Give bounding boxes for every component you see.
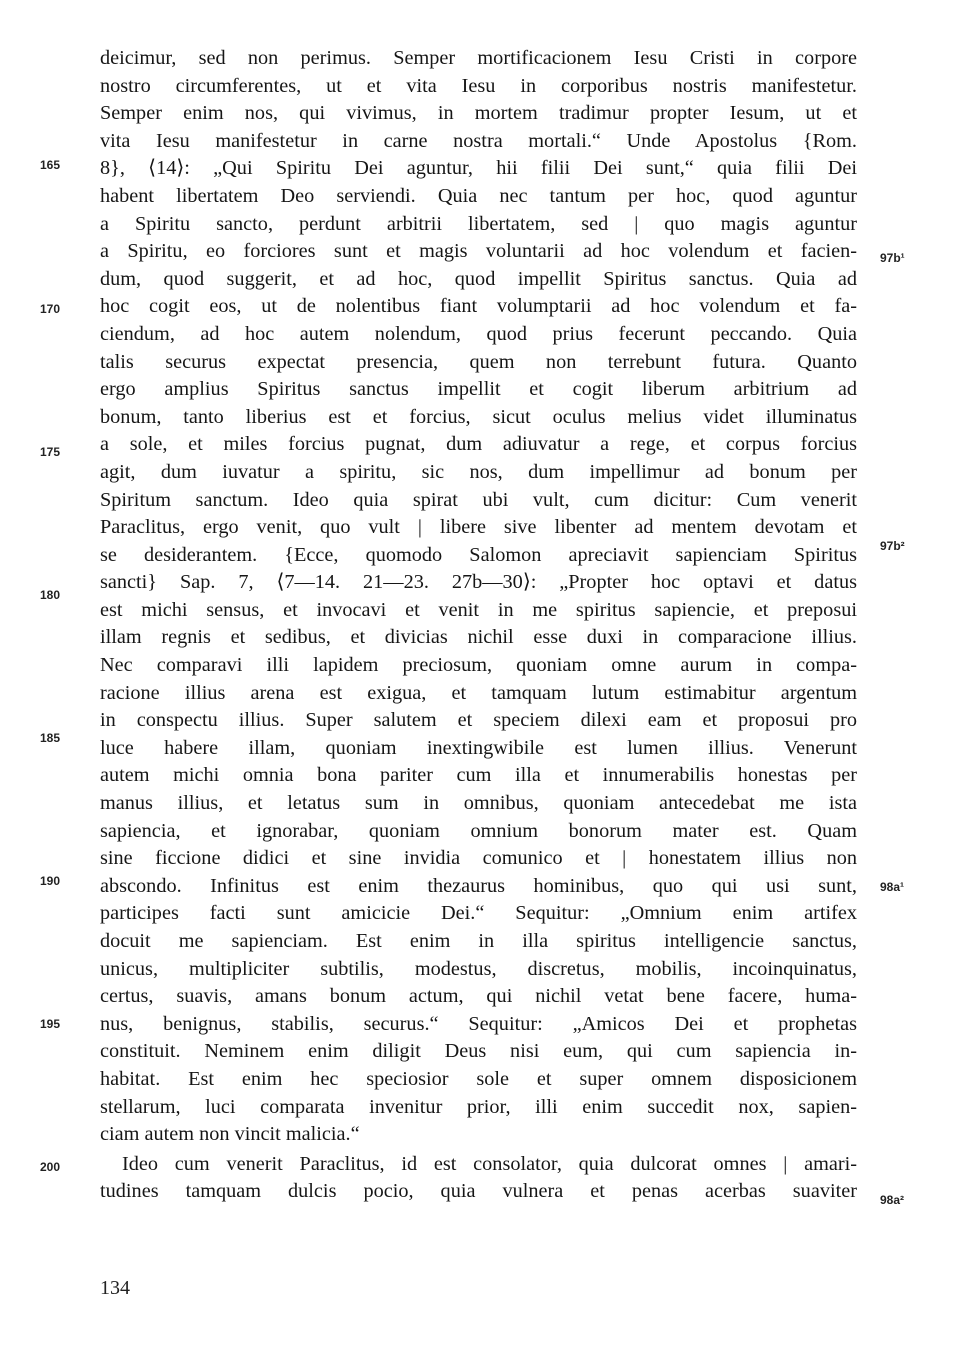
folio-marker: 98a²: [880, 1193, 905, 1207]
text-line: certus, suavis, amans bonum actum, qui nichil vetat bene facere, huma-: [100, 985, 857, 1008]
line-number: 165: [40, 158, 61, 172]
text-line: 8}, ⟨14⟩: „Qui Spiritu Dei aguntur, hii filii Dei sunt,“ quia filii Dei: [100, 157, 857, 180]
text-line: dum, quod suggerit, et ad hoc, quod impellit Spiritus sanctus. Quia ad: [100, 267, 857, 290]
text-line: sancti} Sap. 7, ⟨7—14. 21—23. 27b—30⟩: „Propter hoc optavi et datus: [100, 571, 857, 594]
folio-marker: 98a¹: [880, 880, 905, 894]
text-line: manus illius, et letatus sum in omnibus, quoniam antecedebat me ista: [100, 792, 857, 815]
text-line: Semper enim nos, qui vivimus, in mortem tradimur propter Iesum, ut et: [100, 102, 857, 125]
text-line: bonum, tanto liberius est et forcius, sicut oculus melius videt illuminatus: [100, 405, 857, 428]
text-line: autem michi omnia bona pariter cum illa et innumerabilis honestas per: [100, 764, 857, 787]
folio-marker: 97b²: [880, 539, 905, 553]
page-number: 134: [100, 1277, 130, 1299]
text-line: Nec comparavi illi lapidem preciosum, quoniam omne aurum in compa-: [100, 654, 857, 677]
text-line: docuit me sapienciam. Est enim in illa spiritus intelligencie sanctus,: [100, 930, 857, 952]
text-line: sapiencia, et ignorabar, quoniam omnium bonorum mater est. Quam: [100, 819, 857, 842]
text-line: illam regnis et sedibus, et divicias nichil esse duxi in comparacione illius.: [100, 626, 857, 649]
text-line: habitat. Est enim hec speciosior sole et super omnem disposicionem: [100, 1067, 857, 1090]
text-line: a Spiritu, eo forciores sunt et magis voluntarii ad hoc volendum et facien-: [100, 240, 857, 263]
text-line: vita Iesu manifestetur in carne nostra mortali.“ Unde Apostolus {Rom.: [100, 129, 857, 152]
text-line: a Spiritu sancto, perdunt arbitrii libertatem, sed | quo magis aguntur: [100, 212, 857, 235]
text-line: racione illius arena est exigua, et tamquam lutum estimabitur argentum: [100, 681, 857, 704]
text-line: in conspectu illius. Super salutem et speciem dilexi eam et proposui pro: [100, 709, 857, 732]
folio-marker: 97b¹: [880, 251, 905, 265]
text-line: deicimur, sed non perimus. Semper mortificacionem Iesu Cristi in corpore: [100, 47, 857, 69]
line-number: 185: [40, 731, 61, 745]
text-line: participes facti sunt amicicie Dei.“ Sequitur: „Omnium enim artifex: [100, 902, 857, 925]
text-line: hoc cogit eos, ut de nolentibus fiant volumptarii ad hoc volendum et fa-: [100, 295, 857, 318]
text-line: Ideo cum venerit Paraclitus, id est consolator, quia dulcorat omnes | amari-: [122, 1152, 857, 1175]
text-line: stellarum, luci comparata invenitur prior, illi enim succedit nox, sapien-: [100, 1095, 857, 1118]
text-line: abscondo. Infinitus est enim thezaurus hominibus, quo qui usi sunt,: [100, 874, 857, 897]
line-number: 190: [40, 874, 61, 888]
main-text: [100, 45, 857, 1206]
line-number: 200: [40, 1160, 61, 1174]
text-line: ciendum, ad hoc autem nolendum, quod prius fecerunt peccando. Quia: [100, 322, 857, 345]
text-line: habent libertatem Deo serviendi. Quia nec tantum per hoc, quod aguntur: [100, 184, 857, 207]
text-line: se desiderantem. {Ecce, quomodo Salomon apreciavit sapienciam Spiritus: [100, 543, 857, 566]
text-line: constituit. Neminem enim diligit Deus nisi eum, qui cum sapiencia in-: [100, 1040, 857, 1063]
text-line: nostro circumferentes, ut et vita Iesu in corporibus nostris manifestetur.: [100, 74, 857, 97]
text-line: Paraclitus, ergo venit, quo vult | libere sive libenter ad mentem devotam et: [100, 516, 857, 539]
text-line: a sole, et miles forcius pugnat, dum adiuvatur a rege, et corpus forcius: [100, 433, 857, 456]
line-number: 175: [40, 445, 61, 459]
text-line: tudines tamquam dulcis pocio, quia vulnera et penas acerbas suaviter: [100, 1180, 857, 1203]
line-number: 195: [40, 1017, 61, 1031]
text-line: ciam autem non vincit malicia.“: [100, 1123, 360, 1146]
text-line: unicus, multipliciter subtilis, modestus, discretus, mobilis, incoinquinatus,: [100, 957, 857, 980]
text-line: ergo amplius Spiritus sanctus impellit et cogit liberum arbitrium ad: [100, 378, 857, 401]
text-line: est michi sensus, et invocavi et venit in me spiritus sapiencie, et preposui: [100, 598, 857, 621]
line-number: 180: [40, 588, 61, 602]
text-line: luce habere illam, quoniam inextingwibile est lumen illius. Venerunt: [100, 736, 857, 759]
line-number: 170: [40, 302, 61, 316]
text-line: nus, benignus, stabilis, securus.“ Sequitur: „Amicos Dei et prophetas: [100, 1012, 857, 1035]
text-line: agit, dum iuvatur a spiritu, sic nos, dum impellimur ad bonum per: [100, 460, 857, 483]
text-line: sine ficcione didici et sine invidia comunico et | honestatem illius non: [100, 847, 857, 870]
text-line: talis securus expectat presencia, quem non terrebunt futura. Quanto: [100, 350, 857, 373]
text-line: Spiritum sanctum. Ideo quia spirat ubi vult, cum dicitur: Cum venerit: [100, 488, 857, 511]
